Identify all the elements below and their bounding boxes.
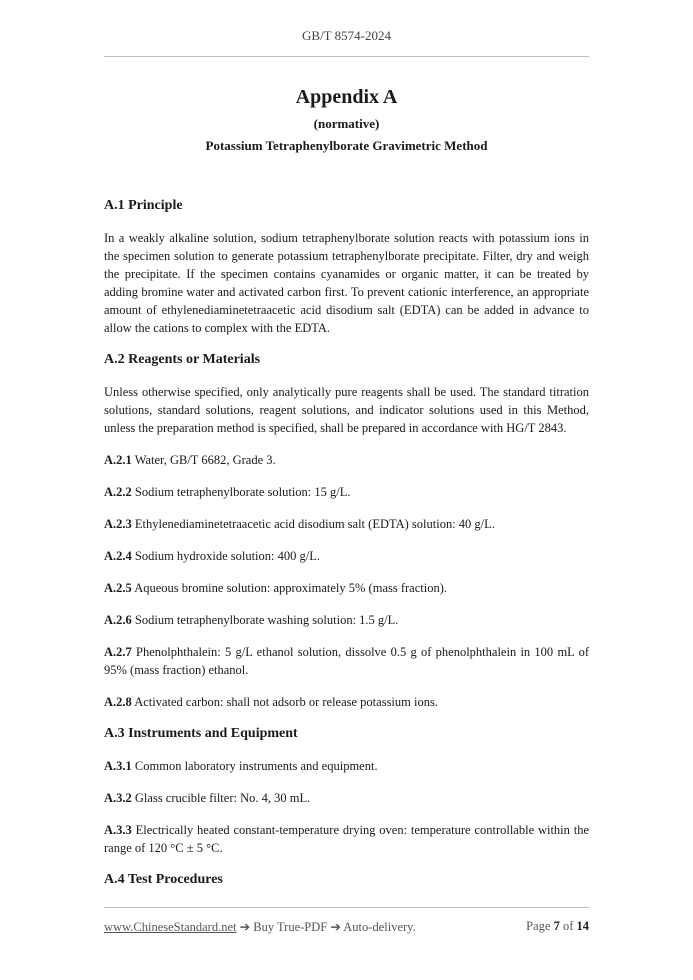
clause-text: Water, GB/T 6682, Grade 3. [134,453,276,467]
clause-number: A.2.3 [104,517,132,531]
clause-item [104,821,589,857]
arrow-right-icon: ➔ [330,920,341,934]
site-link[interactable]: www.ChineseStandard.net [104,920,237,934]
page-label: Page [526,919,551,933]
appendix-method-title: Potassium Tetraphenylborate Gravimetric Method [205,138,488,153]
appendix-title: Appendix A [295,86,398,108]
clause-text: Glass crucible filter: No. 4, 30 mL. [134,791,311,805]
reagents-intro-paragraph: Unless otherwise specified, only analytically pure reagents shall be used. The standard titration solutions, standard solutions, reagent solutions, and indicator solutions used in this Method, unless the preparation method is specified, shall be prepared in accordance with HG/T 2843. [104,385,589,435]
page-number [526,919,589,935]
buy-pdf-text: Buy True-PDF [253,920,328,934]
clause-text: Activated carbon: shall not adsorb or release potassium ions. [134,695,438,709]
clause-text: Ethylenediaminetetraacetic acid disodium salt (EDTA) solution: 40 g/L. [134,517,495,531]
clause-number: A.2.2 [104,485,132,499]
clause-item [104,757,589,775]
page-of: of [562,919,574,933]
clause-item [104,611,589,629]
section-heading-a2: A.2 Reagents or Materials [104,352,261,367]
appendix-title-block [104,84,589,155]
page-footer [104,907,589,935]
clause-text: Common laboratory instruments and equipment. [134,759,378,773]
clause-number: A.2.5 [104,581,132,595]
page-total: 14 [576,919,589,933]
page-current: 7 [553,919,560,933]
clause-item [104,693,589,711]
clause-item [104,579,589,597]
clause-item [104,547,589,565]
clause-text: Aqueous bromine solution: approximately 5% (mass fraction). [134,581,447,595]
clause-item [104,643,589,679]
clause-item [104,789,589,807]
clause-text: Electrically heated constant-temperature drying oven: temperature controllable within the range of 120 °C ± 5 °C. [104,823,589,855]
auto-delivery-text: Auto-delivery. [343,920,416,934]
section-heading-a4: A.4 Test Procedures [104,872,223,887]
clause-item [104,451,589,469]
clause-number: A.2.7 [104,645,132,659]
clause-number: A.3.3 [104,823,132,837]
clause-text: Sodium tetraphenylborate washing solution: 1.5 g/L. [134,613,399,627]
appendix-type: (normative) [313,116,380,131]
clause-number: A.2.8 [104,695,132,709]
arrow-right-icon: ➔ [239,920,251,934]
section-heading-a3: A.3 Instruments and Equipment [104,726,298,741]
document-body [104,196,589,890]
clause-number: A.2.1 [104,453,132,467]
section-heading-a1: A.1 Principle [104,198,183,213]
standard-code: GB/T 8574-2024 [302,28,391,43]
clause-number: A.2.6 [104,613,132,627]
footer-promo [104,919,416,935]
clause-item [104,515,589,533]
clause-item [104,483,589,501]
clause-number: A.2.4 [104,549,132,563]
principle-paragraph: In a weakly alkaline solution, sodium tetraphenylborate solution reacts with potassium ions in the specimen solution to generate potassium tetraphenylborate precipitate. Filter, dry and weigh the precipitate. If the specimen contains cyanamides or organic matter, it can be treated by adding bromine water and activated carbon first. To prevent cationic interference, an appropriate amount of ethylenediaminetetraacetic acid disodium salt (EDTA) can be added in advance to allow the cations to complex with the EDTA. [104,231,589,335]
clause-text: Sodium tetraphenylborate solution: 15 g/L. [134,485,351,499]
page-header [104,28,589,57]
clause-text: Sodium hydroxide solution: 400 g/L. [134,549,320,563]
clause-number: A.3.2 [104,791,132,805]
clause-text: Phenolphthalein: 5 g/L ethanol solution, dissolve 0.5 g of phenolphthalein in 100 mL of 95% (mass fraction) ethanol. [104,645,590,677]
clause-number: A.3.1 [104,759,132,773]
